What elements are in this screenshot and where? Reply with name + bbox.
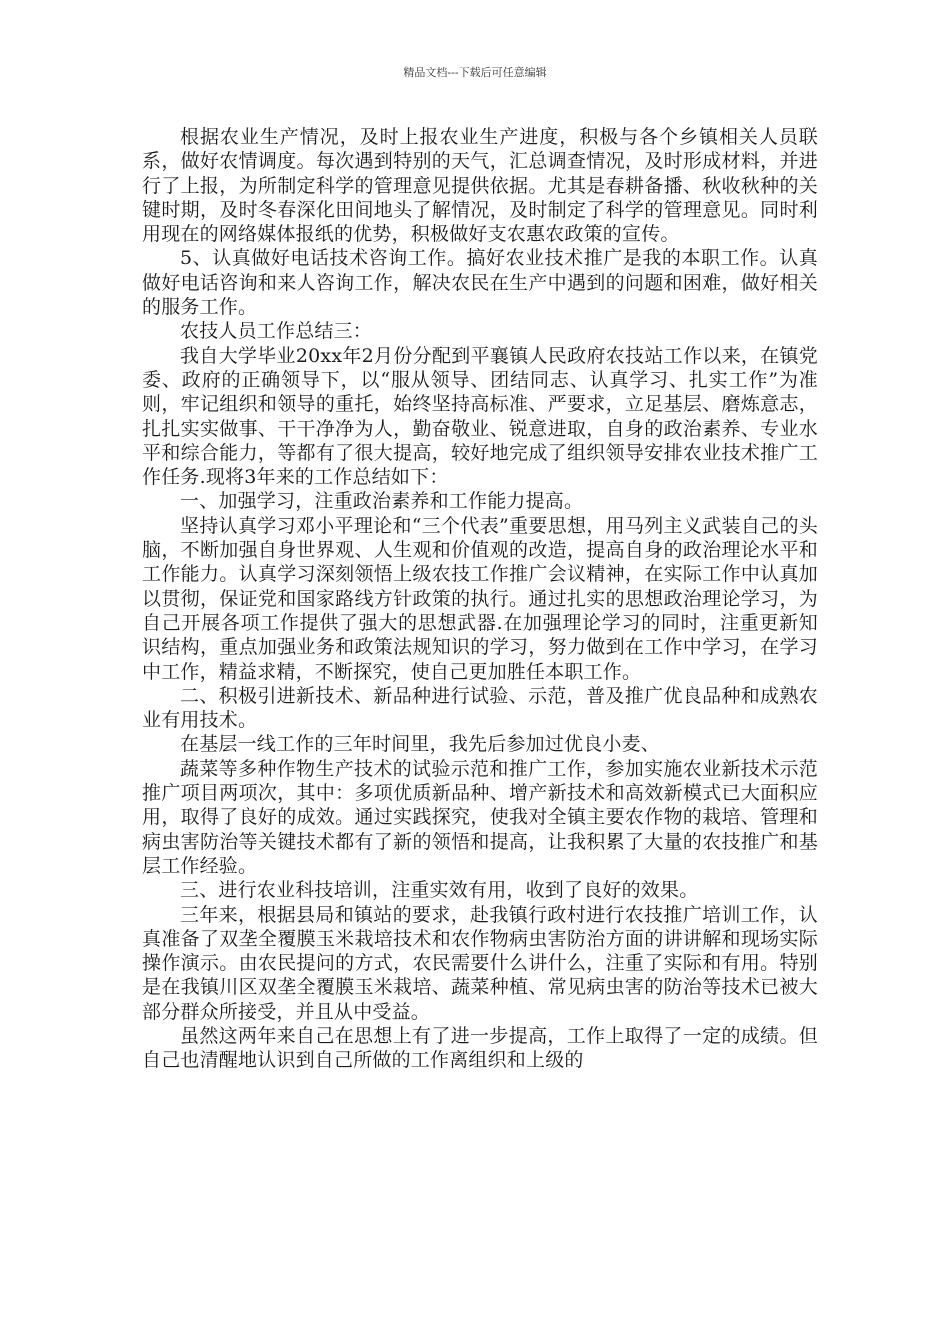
paragraph: 蔬菜等多种作物生产技术的试验示范和推广工作，参加实施农业新技术示范推广项目两项次，其中：多项优质新品种、增产新技术和高效新模式已大面积应用，取得了良好的成效。通过实践探究，使我对全镇主要农作物的栽培、管理和病虫害防治等关键技术都有了新的领悟和提高，让我积累了大量的农技推广和基层工作经验。 — [142, 757, 818, 877]
paragraph: 虽然这两年来自己在思想上有了进一步提高，工作上取得了一定的成绩。但自己也清醒地认识到自己所做的工作离组织和上级的 — [142, 1024, 818, 1072]
page-header: 精品文档---下载后可任意编辑 — [403, 66, 547, 79]
section-heading: 农技人员工作总结三： — [180, 320, 373, 343]
paragraph: 5、认真做好电话技术咨询工作。搞好农业技术推广是我的本职工作。认真做好电话咨询和来人咨询工作，解决农民在生产中遇到的问题和困难，做好相关的服务工作。 — [142, 247, 818, 319]
paragraph: 在基层一线工作的三年时间里，我先后参加过优良小麦、 — [180, 733, 661, 756]
section-heading: 一、加强学习，注重政治素养和工作能力提高。 — [180, 490, 584, 513]
paragraph: 坚持认真学习邓小平理论和“三个代表”重要思想，用马列主义武装自己的头脑，不断加强自身世界观、人生观和价值观的改造，提高自身的政治理论水平和工作能力。认真学习深刻领悟上级农技工作推广会议精神，在实际工作中认真加以贯彻，保证党和国家路线方针政策的执行。通过扎实的思想政治理论学习，为自己开展各项工作提供了强大的思想武器.在加强理论学习的同时，注重更新知识结构，重点加强业务和政策法规知识的学习，努力做到在工作中学习，在学习中工作，精益求精，不断探究，使自己更加胜任本职工作。 — [142, 514, 818, 683]
section-heading: 三、进行农业科技培训，注重实效有用，收到了良好的效果。 — [180, 879, 699, 902]
document-body — [142, 125, 818, 1073]
paragraph: 我自大学毕业20xx年2月份分配到平襄镇人民政府农技站工作以来，在镇党委、政府的正确领导下，以“服从领导、团结同志、认真学习、扎实工作”为准则，牢记组织和领导的重托，始终坚持高标准、严要求，立足基层、磨炼意志，扎扎实实做事、干干净净为人，勤奋敬业、锐意进取，自身的政治素养、专业水平和综合能力，等都有了很大提高，较好地完成了组织领导安排农业技术推广工作任务.现将3年来的工作总结如下： — [142, 344, 818, 489]
paragraph: 三年来，根据县局和镇站的要求，赴我镇行政村进行农技推广培训工作，认真准备了双垄全覆膜玉米栽培技术和农作物病虫害防治方面的讲讲解和现场实际操作演示。由农民提问的方式，农民需要什么讲什么，注重了实际和有用。特别是在我镇川区双垄全覆膜玉米栽培、蔬菜种植、常见病虫害的防治等技术已被大部分群众所接受，并且从中受益。 — [142, 903, 818, 1023]
paragraph: 根据农业生产情况，及时上报农业生产进度，积极与各个乡镇相关人员联系，做好农情调度。每次遇到特别的天气，汇总调查情况，及时形成材料，并进行了上报，为所制定科学的管理意见提供依据。尤其是春耕备播、秋收秋种的关键时期，及时冬春深化田间地头了解情况，及时制定了科学的管理意见。同时利用现在的网络媒体报纸的优势，积极做好支农惠农政策的宣传。 — [142, 126, 818, 246]
section-heading: 二、积极引进新技术、新品种进行试验、示范，普及推广优良品种和成熟农业有用技术。 — [142, 684, 818, 732]
